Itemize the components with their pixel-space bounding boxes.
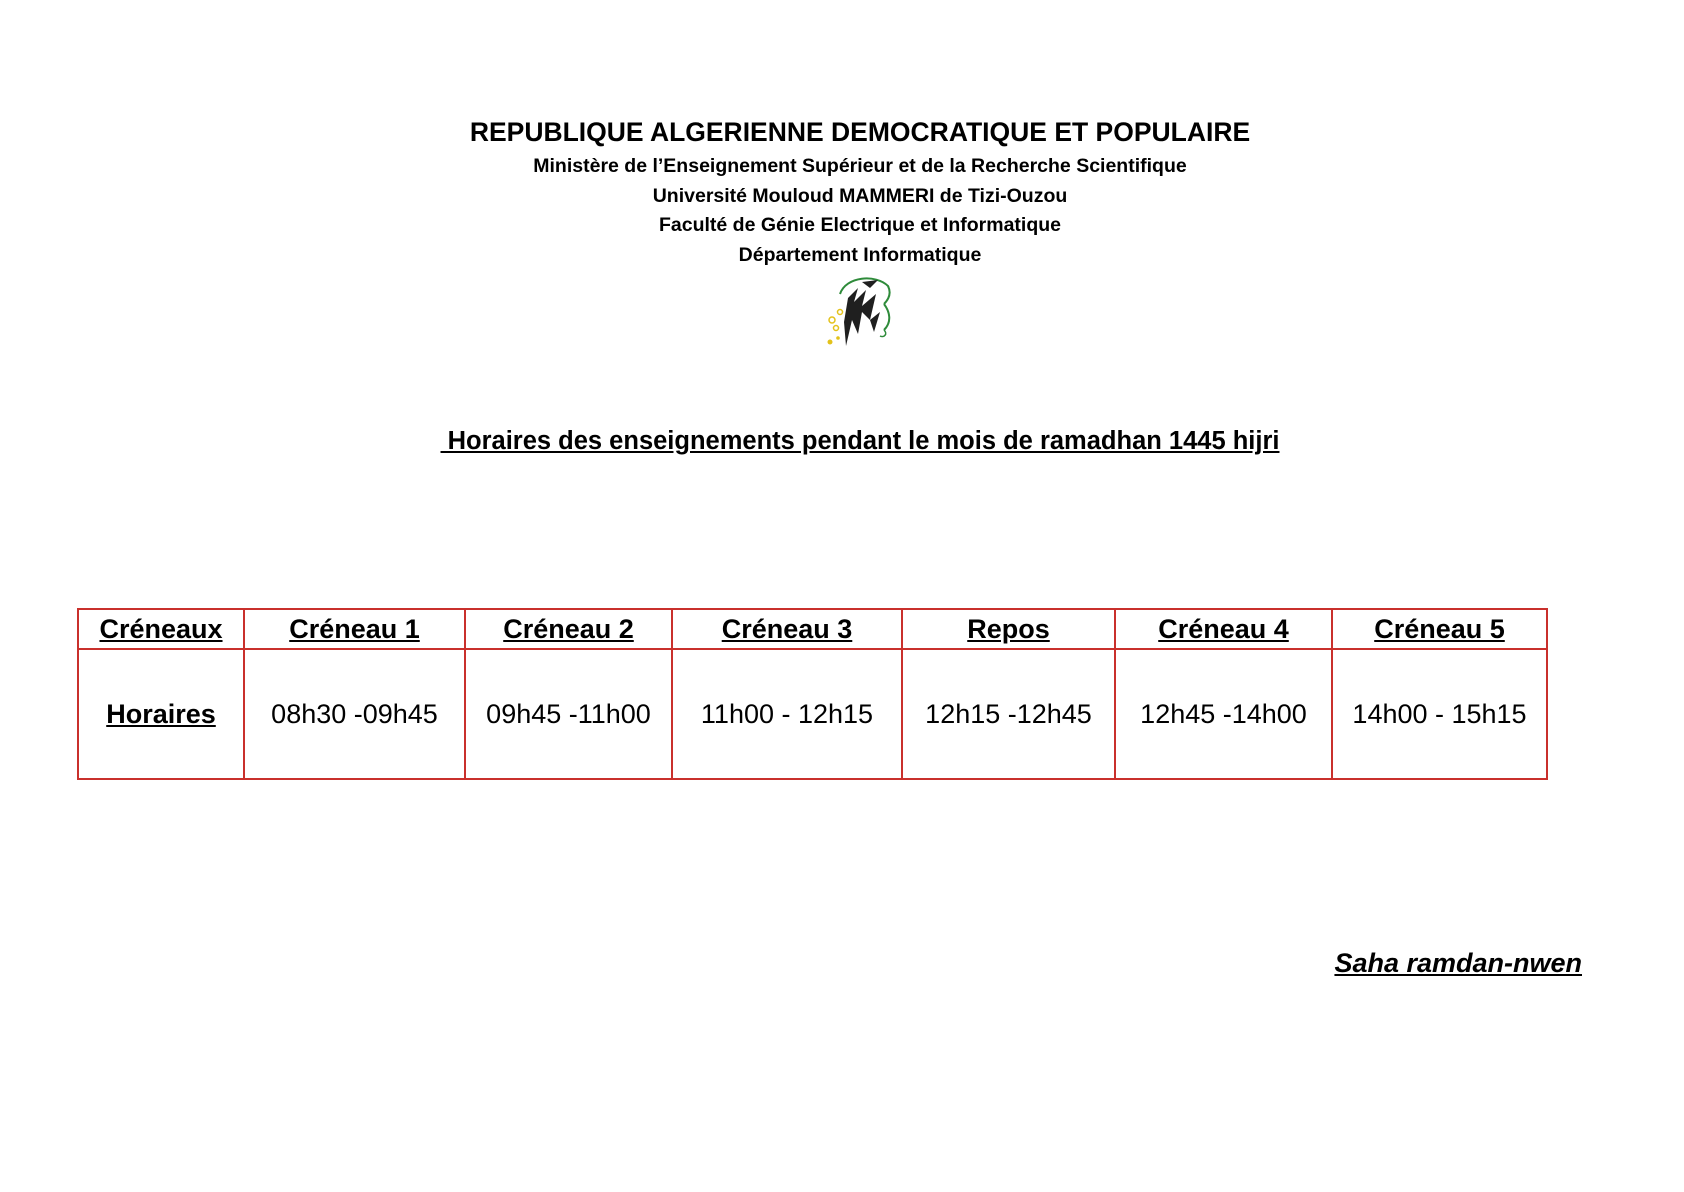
time-cell: 12h45 -14h00 <box>1115 649 1332 779</box>
university-emblem-icon <box>818 272 902 356</box>
time-cell: 14h00 - 15h15 <box>1332 649 1547 779</box>
department-name: Département Informatique <box>738 243 982 266</box>
faculty-name: Faculté de Génie Electrique et Informatique <box>658 214 1061 236</box>
table-header-cell: Créneau 5 <box>1332 609 1547 649</box>
table-header-cell: Créneaux <box>78 609 244 649</box>
table-header-cell: Créneau 2 <box>465 609 672 649</box>
schedule-table <box>77 608 1548 780</box>
table-row <box>78 649 1547 779</box>
university-name: Université Mouloud MAMMERI de Tizi-Ouzou <box>652 184 1068 207</box>
ministry-name: Ministère de l’Enseignement Supérieur et de la Recherche Scientifique <box>533 155 1187 177</box>
country-name: REPUBLIQUE ALGERIENNE DEMOCRATIQUE ET POPULAIRE <box>469 117 1251 147</box>
table-header-cell: Créneau 4 <box>1115 609 1332 649</box>
row-label: Horaires <box>78 649 244 779</box>
table-header-cell: Créneau 3 <box>672 609 902 649</box>
document-header <box>0 113 1684 270</box>
time-cell: 08h30 -09h45 <box>244 649 465 779</box>
time-cell: 09h45 -11h00 <box>465 649 672 779</box>
table-header-cell: Repos <box>902 609 1115 649</box>
time-cell: 11h00 - 12h15 <box>672 649 902 779</box>
table-header-cell: Créneau 1 <box>244 609 465 649</box>
document-title: Horaires des enseignements pendant le mois de ramadhan 1445 hijri <box>440 427 1280 455</box>
table-header-row <box>78 609 1547 649</box>
closing-greeting: Saha ramdan-nwen <box>1334 948 1582 978</box>
time-cell: 12h15 -12h45 <box>902 649 1115 779</box>
